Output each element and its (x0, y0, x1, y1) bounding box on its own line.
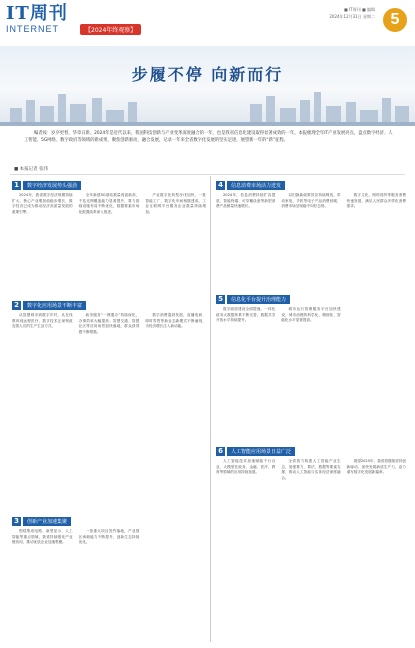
paragraph: 数字消费蓬勃发展，直播电商、即时零售等新业态新模式不断涌现，为经济增长注入新动能。 (145, 313, 206, 329)
paragraph: 产业数字化转型步伐加快，一批智能工厂、数字化车间相继建成，工业互联网平台服务企业数量持续增加。 (145, 193, 206, 214)
section-body (12, 313, 206, 513)
headline-banner (0, 46, 415, 126)
section-title: 数字经济发展势头强劲 (23, 181, 81, 190)
section-number: 2 (12, 301, 21, 310)
section-body (216, 193, 406, 293)
paragraph: 人工智能技术加速赋能千行百业，大模型在政务、金融、医疗、教育等领域的应用持续拓展。 (216, 459, 276, 475)
section-body (216, 459, 406, 639)
masthead-title: IT周刊 (6, 3, 68, 24)
header-info (329, 6, 375, 20)
paragraph: 城市运行管理服务平台加快建设，城市治理的科学化、精细化、智能化水平显著提高。 (281, 307, 341, 323)
byline: ■ 本报记者 张伟 (14, 167, 49, 172)
section-3 (12, 516, 206, 639)
paragraph: 一批重大项目签约落地，产业园区承载能力不断提升，创新生态持续优化。 (78, 529, 140, 545)
section-number: 3 (12, 517, 21, 526)
paragraph: 全省着力构建人工智能产业生态，加强算力、算法、数据等要素支撑，推动人工智能与实体经济深度融合。 (281, 459, 341, 480)
section-title-bar (216, 180, 406, 190)
masthead (6, 4, 70, 42)
header-info-line2: 2024年12月31日 星期二 (329, 14, 375, 19)
paragraph: 2024年，信息消费持续扩容提质，智能终端、可穿戴设备等新型消费产品销量快速增长。 (216, 193, 276, 209)
column-divider (210, 176, 211, 642)
paragraph: 数字文化、网络视听等服务消费快速发展，满足人民群众多样化消费需求。 (346, 193, 406, 209)
masthead-subtitle: INTERNET (6, 24, 59, 34)
paragraph: 展望2025年，我省将继续坚持创新驱动，加快发展新质生产力，奋力谱写数字化发展新篇章。 (346, 459, 406, 475)
section-title-bar (12, 300, 206, 310)
section-title-bar (216, 446, 406, 456)
lead-paragraph: 编者按：岁序更替，华章日新。2024年是近代以来，我国科技创新与产业变革深度融合的一年，也是我省信息化建设取得显著成效的一年。本报梳理全年IT产业发展亮点，盘点数字经济、人工智能、5G网络、数字政府等领域的新成果，聚焦创新驱动、融合发展，记录一年来全省数字化发展的坚实足迹，展望新一年的“新”征程。 (24, 131, 393, 143)
page-header (0, 0, 415, 46)
section-title: 信息消费市场活力迸发 (227, 181, 285, 190)
section-title-bar (12, 516, 206, 526)
paragraph: 2024年，我省数字经济规模持续扩大，核心产业增加值稳步增长，数字经济已成为推动经济高质量发展的重要引擎。 (12, 193, 73, 214)
section-title: 信息化平台提升治理能力 (227, 295, 290, 304)
section-number: 5 (216, 295, 225, 304)
city-skyline-image (0, 86, 415, 126)
header-info-line1: ■ IT周刊 ■ 编辑 (344, 7, 375, 12)
headline: 步履不停 向新而行 (131, 65, 284, 84)
section-title: 人工智能应用场景日益广泛 (227, 447, 295, 456)
section-body (12, 193, 206, 303)
paragraph: 全年新建5G基站数量再创新高，千兆光网覆盖能力显著提升，算力基础设施布局不断优化，数据要素市场化配置改革深入推进。 (78, 193, 140, 214)
section-number: 1 (12, 181, 21, 190)
top-rule (10, 174, 405, 175)
paragraph: 政务服务“一网通办”持续深化，办事效率大幅提高；智慧交通、智慧社区等应用场景加快落地，群众获得感不断增强。 (78, 313, 140, 334)
paragraph: 以旧换新政策效应持续释放，带动家电、手机等电子产品消费回暖，消费市场呈现稳中向好态势。 (281, 193, 341, 209)
section-1 (12, 180, 206, 303)
paragraph: 数字政府建设全面提速，一体化政务大数据体系不断完善，数据共享开放水平持续提升。 (216, 307, 276, 323)
section-number: 6 (216, 447, 225, 456)
section-6 (216, 446, 406, 639)
section-title: 数字化应用场景不断丰富 (23, 301, 86, 310)
year-badge: 【2024年终观察】 (80, 24, 141, 35)
section-4 (216, 180, 406, 293)
section-body (216, 307, 406, 447)
section-number: 4 (216, 181, 225, 190)
paragraph: 从智慧城市到数字乡村，从在线教育到远程医疗，数字技术正深刻改变着人们的生产生活方式。 (12, 313, 73, 329)
section-title: 创新产业加速集聚 (23, 517, 71, 526)
section-body (12, 529, 206, 639)
page-number-circle: 5 (383, 8, 407, 32)
section-title-bar (216, 294, 406, 304)
paragraph: 围绕集成电路、新型显示、人工智能等重点领域，我省持续强化产业链协同，推动优质企业加速集聚。 (12, 529, 73, 545)
section-title-bar (12, 180, 206, 190)
section-5 (216, 294, 406, 447)
section-2 (12, 300, 206, 513)
